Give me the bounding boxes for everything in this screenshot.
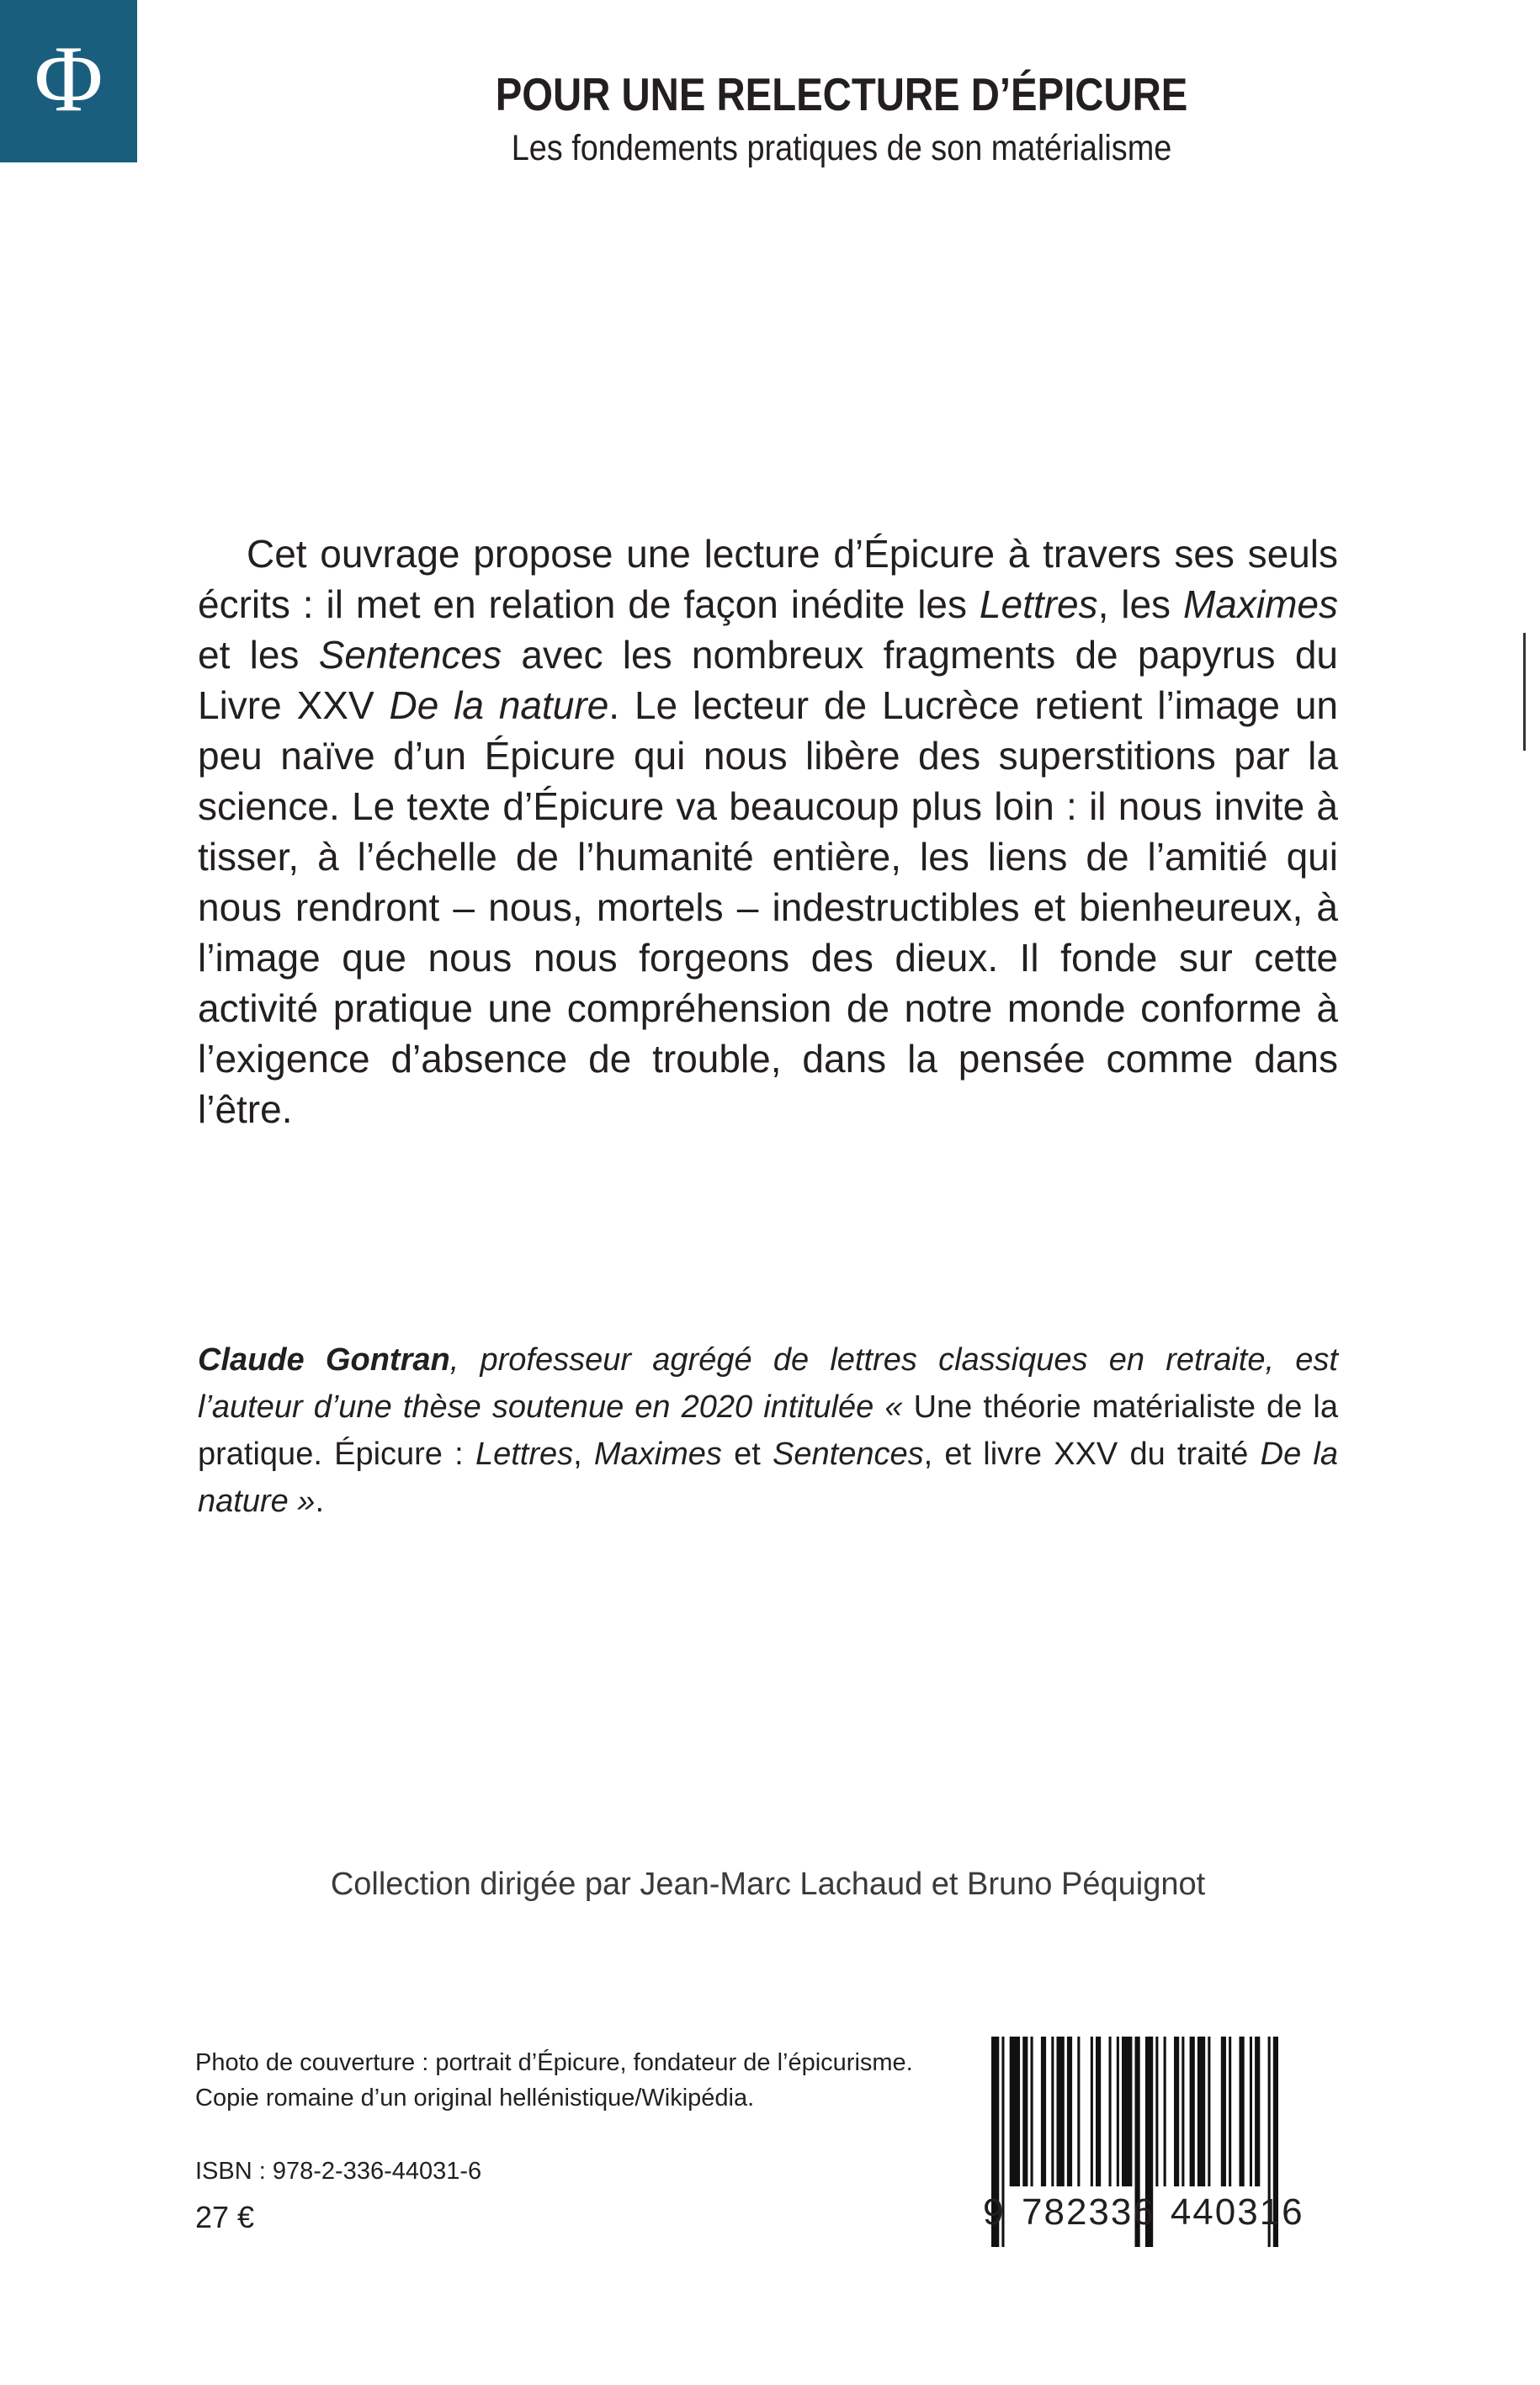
thesis-sep-1: ,	[573, 1437, 594, 1472]
book-subtitle: Les fondements pratiques de son matérialisme	[511, 128, 1172, 168]
barcode-bar	[1240, 2037, 1245, 2186]
photo-credit-line-1: Photo de couverture : portrait d’Épicure, fondateur de l’épicurisme.	[195, 2049, 913, 2076]
summary-text-2: , les	[1097, 582, 1183, 626]
barcode-bar	[1117, 2037, 1119, 2186]
trim-mark	[1523, 633, 1526, 751]
barcode-bar	[1221, 2037, 1226, 2186]
summary-de-la-nature: De la nature	[389, 683, 609, 727]
summary-text-1: Cet ouvrage propose une lecture d’Épicure à travers ses seuls écrits : il met en relation de façon inédite les	[198, 532, 1338, 626]
barcode-group-2: 440316	[1170, 2191, 1304, 2233]
photo-credit-line-2: Copie romaine d’un original hellénistique/Wikipédia.	[195, 2085, 755, 2111]
barcode-bar	[1067, 2037, 1072, 2186]
author-bio-end: .	[315, 1484, 325, 1519]
summary-text-4: avec les nombreux fragments de papyrus du Livre XXV	[198, 633, 1338, 727]
barcode-bar	[1208, 2037, 1210, 2186]
summary-sentences: Sentences	[318, 633, 502, 677]
barcode-bar	[1229, 2037, 1231, 2186]
author-bio	[198, 1336, 1338, 1525]
barcode-bar	[1197, 2037, 1205, 2186]
summary-text-3: et les	[198, 633, 319, 677]
barcode-bar	[1122, 2037, 1132, 2186]
barcode-bar	[1031, 2037, 1033, 2186]
barcode-bar	[1077, 2037, 1080, 2186]
thesis-maximes: Maximes	[593, 1437, 722, 1472]
barcode-group-1: 782336	[1022, 2191, 1155, 2233]
book-summary	[198, 529, 1338, 1134]
thesis-sentences: Sentences	[773, 1437, 924, 1472]
isbn: ISBN : 978-2-336-44031-6	[195, 2158, 482, 2185]
barcode-bar	[1057, 2037, 1065, 2186]
thesis-de-la-nature: De la nature »	[198, 1437, 1338, 1519]
barcode-bar	[1109, 2037, 1112, 2186]
barcode-bar	[1051, 2037, 1054, 2186]
summary-text-5: . Le lecteur de Lucrèce retient l’image un peu naïve d’un Épicure qui nous libère des superstitions par la science. Le texte d’Épicure va beaucoup plus loin : il nous invite à tisser, à l’échelle de l’humanité entière, les liens de l’amitié qui nous rendront – nous, mortels – indestructibles et bienheureux, à l’image que nous nous forgeons des dieux. Il fonde sur cette activité pratique une compréhension de notre monde conforme à l’exigence d’absence de trouble, dans la pensée comme dans l’être.	[198, 683, 1338, 1131]
barcode-bar	[1022, 2037, 1028, 2186]
price: 27 €	[195, 2200, 255, 2234]
author-name: Claude Gontran	[198, 1342, 450, 1378]
barcode-bar	[1250, 2037, 1252, 2186]
thesis-sep-2: et	[721, 1437, 773, 1472]
author-bio-text: , professeur agrégé de lettres classiques en retraite, est l’auteur d’une thèse soutenue en 2020 intitulée «	[198, 1342, 1338, 1425]
barcode-bar	[1182, 2037, 1184, 2186]
barcode-bar	[1164, 2037, 1166, 2186]
summary-maximes: Maximes	[1182, 582, 1338, 626]
publisher-logo	[0, 0, 137, 162]
photo-credit	[195, 2045, 1003, 2116]
thesis-title-1: Une théorie matérialiste de la pratique. Épicure :	[198, 1389, 1338, 1472]
collection-directors: Collection dirigée par Jean-Marc Lachaud et Bruno Péquignot	[330, 1867, 1206, 1902]
barcode-bar	[1174, 2037, 1179, 2186]
barcode-bar	[1190, 2037, 1195, 2186]
book-title: POUR UNE RELECTURE D’ÉPICURE	[495, 68, 1188, 120]
phi-logo-icon: Φ	[34, 26, 104, 131]
barcode-bar	[1010, 2037, 1020, 2186]
barcode-bar	[1096, 2037, 1101, 2186]
barcode-bar	[1091, 2037, 1093, 2186]
barcode-lead-digit: 9	[983, 2191, 1006, 2233]
barcode-bar	[1041, 2037, 1046, 2186]
barcode-digits	[983, 2191, 1345, 2234]
thesis-lettres: Lettres	[475, 1437, 574, 1472]
barcode-bar	[1255, 2037, 1260, 2186]
book-header	[252, 66, 1431, 172]
summary-lettres: Lettres	[979, 582, 1098, 626]
thesis-title-2: , et livre XXV du traité	[923, 1437, 1261, 1472]
barcode-bar	[1155, 2037, 1158, 2186]
